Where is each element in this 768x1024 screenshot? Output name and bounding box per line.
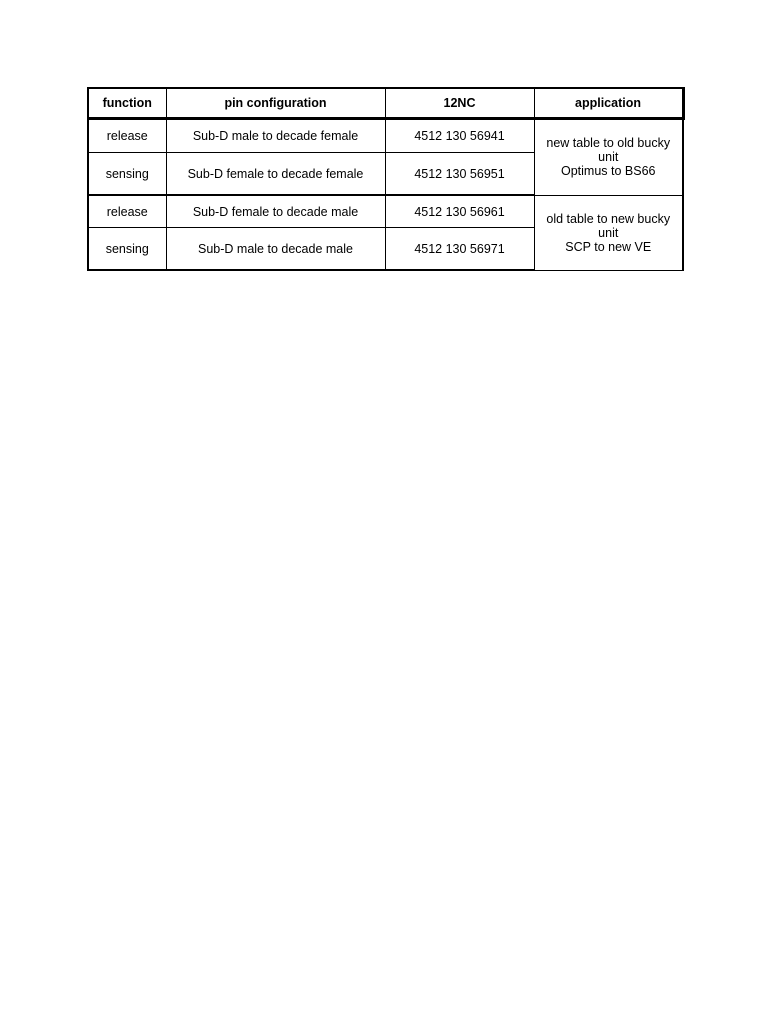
header-12nc: 12NC — [385, 88, 534, 119]
application-line: unit — [598, 150, 619, 165]
table-header-row — [88, 88, 683, 119]
application-line: Optimus to BS66 — [561, 164, 656, 179]
cell-12nc: 4512 130 56971 — [385, 228, 534, 271]
table-row — [88, 119, 683, 153]
cell-pin-configuration: Sub-D female to decade female — [166, 153, 385, 196]
cable-spec-table — [87, 87, 685, 271]
cell-function: release — [88, 195, 166, 228]
header-application: application — [534, 88, 683, 119]
application-line: new table to old bucky — [546, 136, 671, 151]
cell-pin-configuration: Sub-D male to decade female — [166, 119, 385, 153]
cell-function: release — [88, 119, 166, 153]
cell-12nc: 4512 130 56951 — [385, 153, 534, 196]
cell-pin-configuration: Sub-D female to decade male — [166, 195, 385, 228]
application-line: unit — [598, 225, 619, 240]
header-pin-configuration: pin configuration — [166, 88, 385, 119]
application-line: old table to new bucky — [546, 211, 671, 226]
header-function: function — [88, 88, 166, 119]
cell-12nc: 4512 130 56941 — [385, 119, 534, 153]
cell-12nc: 4512 130 56961 — [385, 195, 534, 228]
application-line: SCP to new VE — [565, 239, 652, 254]
cell-application — [534, 195, 683, 270]
cell-application — [534, 119, 683, 196]
cell-pin-configuration: Sub-D male to decade male — [166, 228, 385, 271]
cell-function: sensing — [88, 228, 166, 271]
cell-function: sensing — [88, 153, 166, 196]
table-row — [88, 195, 683, 228]
